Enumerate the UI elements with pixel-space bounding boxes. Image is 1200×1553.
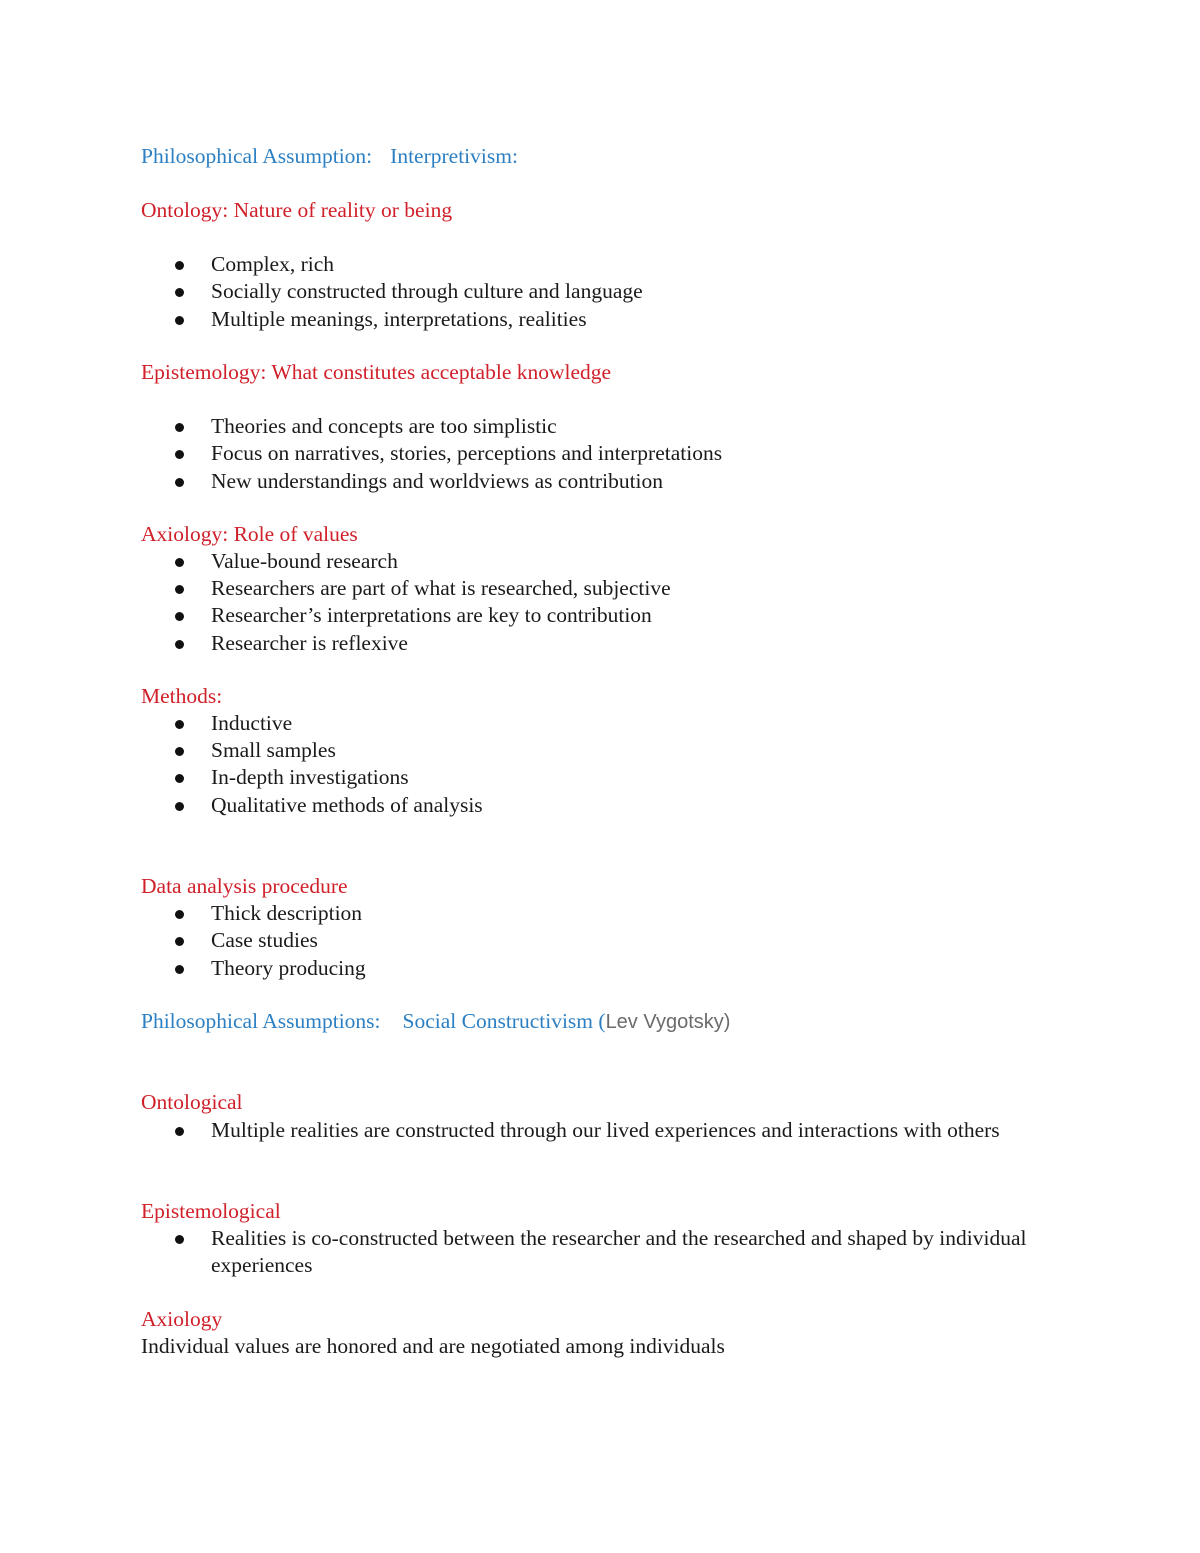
bullet-icon <box>175 1235 184 1244</box>
title-name: Interpretivism: <box>390 144 518 168</box>
bullet-icon <box>175 423 184 432</box>
heading-epistemology: Epistemology: What constitutes acceptable knowledge <box>141 360 612 384</box>
heading-ontological: Ontological <box>141 1090 243 1114</box>
bullet-icon <box>175 747 184 756</box>
bullet-icon <box>175 478 184 487</box>
bullet-icon <box>175 450 184 459</box>
title-prefix: Philosophical Assumption: <box>141 144 373 168</box>
heading-data-analysis: Data analysis procedure <box>141 874 348 898</box>
document-page: Philosophical Assumption: Interpretivism: Ontology: Nature of reality or being Complex, rich Socially constructed through culture and language Multiple meanings, interpretations, realities Epistemology: What constitutes acceptable knowledge Theories and concepts are too simplistic Focus on narratives, stories, perceptions and interpretations New understandings and worldviews as contribution Axiology: Role of values Value-bound research Researchers are part of what is researched, subjective Researcher’s interpretations are key to contribution Researcher is reflexive Methods: Inductive Small samples In-depth investigations Qualitative methods of analysis Data analysis procedure Thick description Case studies Theory producing Philosophical Assumptions: Social Constructivism (Lev Vygotsky) Ontological Multiple realities are constructed through our lived experiences and interactions with others Epistemological Realities is co-constructed between the researcher and the researched and shaped by individual experiences Axiology Individual values are honored and are negotiated among individuals <box>141 144 1027 1358</box>
bullet-icon <box>175 640 184 649</box>
bullet-icon <box>175 585 184 594</box>
title-prefix: Philosophical Assumptions: <box>141 1009 381 1033</box>
bullet-icon <box>175 774 184 783</box>
heading-ontology: Ontology: Nature of reality or being <box>141 198 453 222</box>
bullet-icon <box>175 720 184 729</box>
bullet-icon <box>175 288 184 297</box>
bullet-icon <box>175 965 184 974</box>
heading-epistemological: Epistemological <box>141 1199 281 1223</box>
bullet-icon <box>175 937 184 946</box>
bullet-icon <box>175 261 184 270</box>
heading-axiology: Axiology: Role of values <box>141 522 358 546</box>
title-name: Social Constructivism ( <box>402 1009 606 1033</box>
section-title-social-constructivism <box>141 1008 730 1036</box>
heading-methods: Methods: <box>141 684 223 708</box>
bullet-icon <box>175 612 184 621</box>
axiology-text: Individual values are honored and are negotiated among individuals <box>141 1334 725 1358</box>
bullet-icon <box>175 802 184 811</box>
bullet-icon <box>175 1127 184 1136</box>
section-title-interpretivism <box>141 143 518 170</box>
bullet-icon <box>175 558 184 567</box>
heading-axiology-2: Axiology <box>141 1307 223 1331</box>
bullet-icon <box>175 316 184 325</box>
bullet-icon <box>175 910 184 919</box>
title-note: Lev Vygotsky) <box>605 1011 731 1033</box>
